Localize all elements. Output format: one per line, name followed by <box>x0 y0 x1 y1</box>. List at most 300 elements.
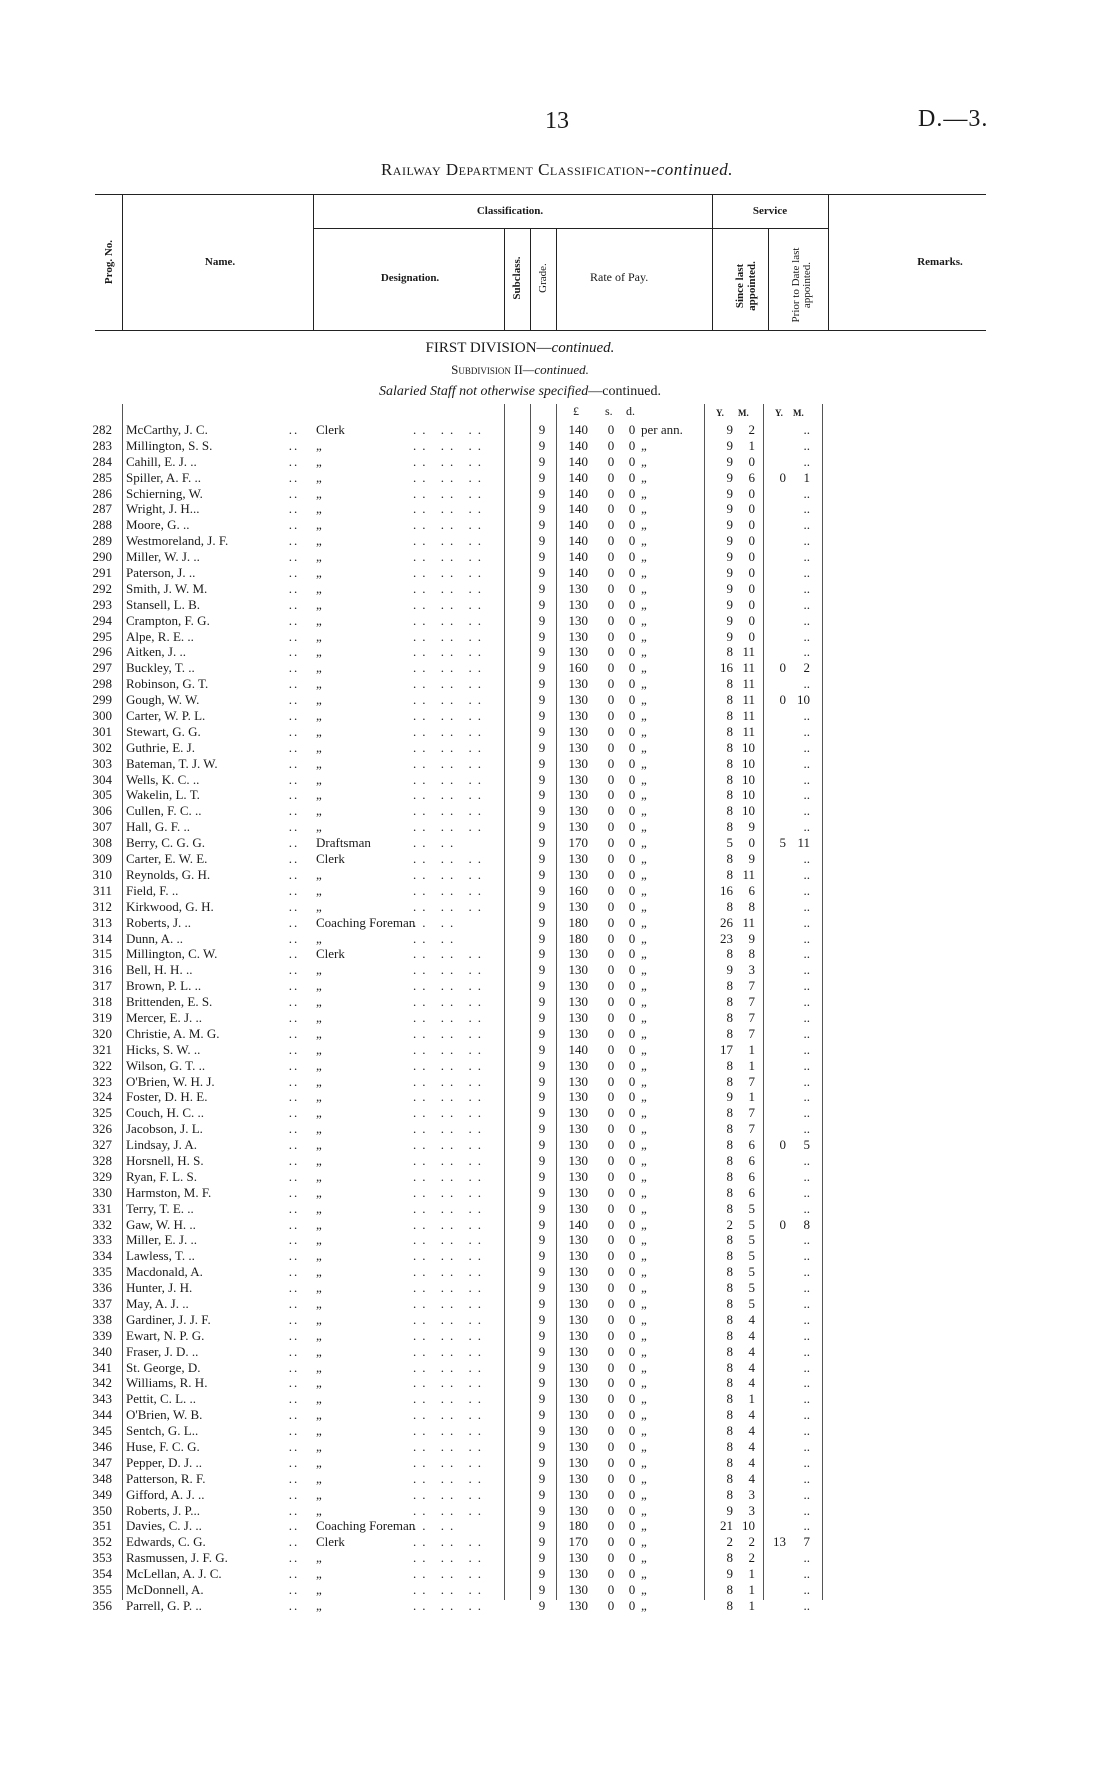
table-row <box>0 1566 1114 1582</box>
pay-pounds: 130 <box>568 1295 588 1311</box>
prior-years: 13 <box>773 1534 786 1550</box>
grade: 9 <box>538 1375 546 1391</box>
service-months: 10 <box>742 755 755 771</box>
pay-pence: 0 <box>628 692 636 708</box>
pay-period: „ <box>641 1534 647 1550</box>
pay-pence: 0 <box>628 676 636 692</box>
designation: „ <box>316 549 322 565</box>
leader-dots: .. .. .. <box>413 501 487 517</box>
page-number: 13 <box>545 108 569 134</box>
pay-pounds: 130 <box>568 1025 588 1041</box>
grade: 9 <box>538 1025 546 1041</box>
grade: 9 <box>538 930 546 946</box>
prior-months: .. <box>803 787 810 803</box>
designation: „ <box>316 708 322 724</box>
pay-shillings: 0 <box>607 1105 615 1121</box>
leader-dots: .. .. <box>413 930 460 946</box>
leader-dots: .. .. .. <box>413 676 487 692</box>
leader-dots: .. <box>288 1264 300 1280</box>
grade: 9 <box>538 1327 546 1343</box>
table-row <box>0 1169 1114 1185</box>
leader-dots: .. <box>288 1534 300 1550</box>
table-row <box>0 1328 1114 1344</box>
pay-pence: 0 <box>628 1200 636 1216</box>
service-years: 8 <box>726 1152 733 1168</box>
pay-pounds: 130 <box>568 1550 588 1566</box>
leader-dots: .. <box>288 501 300 517</box>
designation: „ <box>316 1327 322 1343</box>
service-years: 8 <box>726 1391 733 1407</box>
service-months: 0 <box>748 565 755 581</box>
prog-no: 294 <box>92 612 112 628</box>
pay-period: „ <box>641 866 647 882</box>
service-months: 0 <box>748 835 755 851</box>
prog-no: 295 <box>92 628 112 644</box>
pay-pence: 0 <box>628 1089 636 1105</box>
leader-dots: .. <box>288 1470 300 1486</box>
pound-unit: £ <box>573 404 579 418</box>
leader-dots: .. .. .. <box>413 1391 487 1407</box>
leader-dots: .. .. .. <box>413 1105 487 1121</box>
pay-shillings: 0 <box>607 866 615 882</box>
service-years: 8 <box>726 1597 733 1613</box>
pay-period: „ <box>641 1391 647 1407</box>
pay-period: „ <box>641 1216 647 1232</box>
grade: 9 <box>538 787 546 803</box>
pay-pounds: 130 <box>568 866 588 882</box>
pay-period: „ <box>641 1200 647 1216</box>
service-months: 6 <box>748 469 755 485</box>
table-row <box>0 787 1114 803</box>
leader-dots: .. <box>288 422 300 437</box>
designation: „ <box>316 1407 322 1423</box>
grade: 9 <box>538 1105 546 1121</box>
leader-dots: .. <box>288 962 300 978</box>
designation: „ <box>316 469 322 485</box>
table-row <box>0 1089 1114 1105</box>
pay-pounds: 180 <box>568 1518 588 1534</box>
grade: 9 <box>538 549 546 565</box>
prior-months: .. <box>803 1582 810 1598</box>
pay-period: „ <box>641 1486 647 1502</box>
prior-years: 0 <box>779 1137 786 1153</box>
service-years: 9 <box>726 469 733 485</box>
prog-no: 313 <box>92 914 112 930</box>
pay-period: „ <box>641 533 647 549</box>
employee-name: Ryan, F. L. S. <box>126 1168 198 1184</box>
service-months: 6 <box>748 1137 755 1153</box>
grade: 9 <box>538 1470 546 1486</box>
pay-pounds: 130 <box>568 1089 588 1105</box>
designation: „ <box>316 1597 322 1613</box>
table-row <box>0 851 1114 867</box>
staff-table-body <box>0 422 1114 1614</box>
pay-period: „ <box>641 1566 647 1582</box>
pay-shillings: 0 <box>607 1423 615 1439</box>
pay-period: „ <box>641 1152 647 1168</box>
service-years: 23 <box>720 930 733 946</box>
grade: 9 <box>538 1423 546 1439</box>
prior-months: .. <box>803 978 810 994</box>
service-years: 8 <box>726 771 733 787</box>
grade: 9 <box>538 723 546 739</box>
prior-months: .. <box>803 676 810 692</box>
pay-pence: 0 <box>628 1343 636 1359</box>
pay-period: „ <box>641 914 647 930</box>
pay-shillings: 0 <box>607 1327 615 1343</box>
pay-pounds: 130 <box>568 1311 588 1327</box>
prior-months: 1 <box>803 469 810 485</box>
service-years: 8 <box>726 692 733 708</box>
employee-name: Kirkwood, G. H. <box>126 898 214 914</box>
pay-pence: 0 <box>628 1232 636 1248</box>
designation: „ <box>316 1200 322 1216</box>
pay-period: „ <box>641 1407 647 1423</box>
pay-shillings: 0 <box>607 565 615 581</box>
service-months: 10 <box>742 803 755 819</box>
leader-dots: .. .. .. <box>413 1454 487 1470</box>
prior-months: .. <box>803 612 810 628</box>
pay-period: „ <box>641 946 647 962</box>
leader-dots: .. <box>288 1407 300 1423</box>
leader-dots: .. <box>288 755 300 771</box>
prior-months: .. <box>803 1502 810 1518</box>
table-row <box>0 501 1114 517</box>
employee-name: Alpe, R. E. .. <box>126 628 194 644</box>
designation: „ <box>316 485 322 501</box>
prior-months: .. <box>803 851 810 867</box>
table-row <box>0 1534 1114 1550</box>
prog-no: 346 <box>92 1439 112 1454</box>
leader-dots: .. <box>288 882 300 898</box>
service-years: 8 <box>726 1280 733 1296</box>
pay-period: „ <box>641 596 647 612</box>
table-row <box>0 819 1114 835</box>
pay-shillings: 0 <box>607 739 615 755</box>
table-row <box>0 1105 1114 1121</box>
employee-name: Dunn, A. .. <box>126 930 184 946</box>
pay-period: „ <box>641 1232 647 1248</box>
pay-pounds: 130 <box>568 1184 588 1200</box>
prior-months: .. <box>803 1295 810 1311</box>
prog-no: 326 <box>92 1121 112 1137</box>
prog-no: 335 <box>92 1264 112 1280</box>
pay-pounds: 130 <box>568 1121 588 1137</box>
employee-name: Schierning, W. <box>126 485 203 501</box>
grade: 9 <box>538 1216 546 1232</box>
service-months: 10 <box>742 1518 755 1534</box>
grade: 9 <box>538 1137 546 1153</box>
designation: Coaching Foreman <box>316 1518 416 1534</box>
leader-dots: .. .. .. <box>413 755 487 771</box>
pay-shillings: 0 <box>607 1009 615 1025</box>
pay-period: „ <box>641 1295 647 1311</box>
designation: „ <box>316 755 322 771</box>
table-row <box>0 676 1114 692</box>
service-months: 5 <box>748 1248 755 1264</box>
pay-shillings: 0 <box>607 644 615 660</box>
grade: 9 <box>538 596 546 612</box>
staff-group-name: Salaried Staff not otherwise specified <box>379 384 589 399</box>
service-years: 5 <box>726 835 733 851</box>
grade: 9 <box>538 1502 546 1518</box>
pay-pounds: 170 <box>568 1534 588 1550</box>
pay-pence: 0 <box>628 1311 636 1327</box>
pay-period: „ <box>641 1248 647 1264</box>
service-years: 9 <box>726 612 733 628</box>
leader-dots: .. <box>288 1454 300 1470</box>
leader-dots: .. .. .. <box>413 851 487 867</box>
employee-name: Wakelin, L. T. <box>126 787 200 803</box>
grade: 9 <box>538 978 546 994</box>
employee-name: Roberts, J. .. <box>126 914 191 930</box>
leader-dots: .. .. .. <box>413 946 487 962</box>
leader-dots: .. .. .. <box>413 644 487 660</box>
pay-pence: 0 <box>628 930 636 946</box>
pay-shillings: 0 <box>607 914 615 930</box>
service-years: 8 <box>726 803 733 819</box>
service-years: 21 <box>720 1518 733 1534</box>
grade: 9 <box>538 946 546 962</box>
leader-dots: .. .. .. <box>413 1089 487 1105</box>
pay-pounds: 130 <box>568 1073 588 1089</box>
pay-shillings: 0 <box>607 1295 615 1311</box>
service-months: 1 <box>748 437 755 453</box>
prog-no: 325 <box>92 1105 112 1121</box>
service-years: 9 <box>726 517 733 533</box>
pay-shillings: 0 <box>607 501 615 517</box>
subdivision-continued: —continued. <box>522 362 589 377</box>
pay-pounds: 130 <box>568 644 588 660</box>
employee-name: Wright, J. H... <box>126 501 200 517</box>
pay-shillings: 0 <box>607 946 615 962</box>
pay-shillings: 0 <box>607 962 615 978</box>
pay-pounds: 130 <box>568 1375 588 1391</box>
division-heading <box>120 340 920 357</box>
prog-no: 343 <box>92 1391 112 1407</box>
pay-period: „ <box>641 453 647 469</box>
employee-name: Jacobson, J. L. <box>126 1121 203 1137</box>
prior-months: .. <box>803 1359 810 1375</box>
table-row <box>0 1074 1114 1090</box>
grade: 9 <box>538 771 546 787</box>
service-years: 8 <box>726 1423 733 1439</box>
service-years: 2 <box>726 1534 733 1550</box>
table-row <box>0 803 1114 819</box>
employee-name: Bateman, T. J. W. <box>126 755 218 771</box>
prior-years: 0 <box>779 1216 786 1232</box>
prior-months: .. <box>803 533 810 549</box>
page-title: Railway Department Classification--continued. <box>380 160 734 179</box>
grade: 9 <box>538 1248 546 1264</box>
document-reference: D.—3. <box>918 106 989 132</box>
prior-months: .. <box>803 771 810 787</box>
service-years: 8 <box>726 898 733 914</box>
employee-name: Cullen, F. C. .. <box>126 803 202 819</box>
service-months: 0 <box>748 549 755 565</box>
designation: „ <box>316 930 322 946</box>
prior-years: 0 <box>779 660 786 676</box>
employee-name: Reynolds, G. H. <box>126 866 211 882</box>
employee-name: Davies, C. J. .. <box>126 1518 202 1534</box>
service-years: 8 <box>726 1439 733 1454</box>
employee-name: Couch, H. C. .. <box>126 1105 204 1121</box>
pay-pounds: 160 <box>568 882 588 898</box>
header-since-last-appointed: Since last appointed. <box>734 261 758 311</box>
pay-pounds: 130 <box>568 1486 588 1502</box>
prog-no: 354 <box>92 1566 112 1582</box>
pay-pence: 0 <box>628 708 636 724</box>
pay-period: „ <box>641 1311 647 1327</box>
pay-shillings: 0 <box>607 1311 615 1327</box>
prior-months: .. <box>803 1168 810 1184</box>
designation: „ <box>316 723 322 739</box>
pay-pounds: 130 <box>568 739 588 755</box>
designation: „ <box>316 692 322 708</box>
designation: „ <box>316 453 322 469</box>
leader-dots: .. .. .. <box>413 1343 487 1359</box>
grade: 9 <box>538 1439 546 1454</box>
employee-name: O'Brien, W. H. J. <box>126 1073 215 1089</box>
grade: 9 <box>538 1089 546 1105</box>
prog-no: 290 <box>92 549 112 565</box>
table-row <box>0 1598 1114 1614</box>
leader-dots: .. .. .. <box>413 1009 487 1025</box>
staff-group-heading <box>120 384 920 400</box>
service-months: 2 <box>748 422 755 437</box>
employee-name: St. George, D. <box>126 1359 201 1375</box>
pay-pounds: 130 <box>568 1343 588 1359</box>
table-row <box>0 1296 1114 1312</box>
pay-pounds: 130 <box>568 1200 588 1216</box>
page-title-suffix: continued. <box>656 160 734 179</box>
leader-dots: .. <box>288 851 300 867</box>
pay-period: „ <box>641 565 647 581</box>
pay-shillings: 0 <box>607 517 615 533</box>
prior-months: .. <box>803 946 810 962</box>
leader-dots: .. <box>288 692 300 708</box>
designation: „ <box>316 1502 322 1518</box>
service-months: 7 <box>748 1025 755 1041</box>
pay-pounds: 180 <box>568 914 588 930</box>
prior-months: .. <box>803 1264 810 1280</box>
pay-period: „ <box>641 851 647 867</box>
service-months: 0 <box>748 517 755 533</box>
pay-pounds: 180 <box>568 930 588 946</box>
employee-name: Stansell, L. B. <box>126 596 201 612</box>
prior-months: .. <box>803 1105 810 1121</box>
grade: 9 <box>538 644 546 660</box>
grade: 9 <box>538 1152 546 1168</box>
pay-pounds: 130 <box>568 708 588 724</box>
prog-no: 301 <box>92 723 112 739</box>
prog-no: 307 <box>92 819 112 835</box>
pay-pence: 0 <box>628 453 636 469</box>
leader-dots: .. <box>288 787 300 803</box>
designation: „ <box>316 1152 322 1168</box>
pay-period: „ <box>641 1343 647 1359</box>
pay-shillings: 0 <box>607 1582 615 1598</box>
leader-dots: .. .. .. <box>413 803 487 819</box>
service-months: 10 <box>742 771 755 787</box>
pay-shillings: 0 <box>607 1025 615 1041</box>
service-years: 8 <box>726 1407 733 1423</box>
leader-dots: .. <box>288 469 300 485</box>
prog-no: 296 <box>92 644 112 660</box>
service-years: 9 <box>726 596 733 612</box>
pay-shillings: 0 <box>607 1264 615 1280</box>
leader-dots: .. .. .. <box>413 866 487 882</box>
employee-name: May, A. J. .. <box>126 1295 189 1311</box>
pay-pounds: 130 <box>568 1502 588 1518</box>
leader-dots: .. .. .. <box>413 978 487 994</box>
pay-shillings: 0 <box>607 978 615 994</box>
prior-months: .. <box>803 1439 810 1454</box>
pay-pence: 0 <box>628 1280 636 1296</box>
col-divider <box>828 194 829 330</box>
prog-no: 327 <box>92 1137 112 1153</box>
service-years: 8 <box>726 946 733 962</box>
designation: Draftsman <box>316 835 371 851</box>
leader-dots: .. .. .. <box>413 422 487 437</box>
pay-pence: 0 <box>628 1534 636 1550</box>
employee-name: Ewart, N. P. G. <box>126 1327 205 1343</box>
prog-no: 316 <box>92 962 112 978</box>
leader-dots: .. .. .. <box>413 596 487 612</box>
leader-dots: .. .. .. <box>413 1152 487 1168</box>
pay-pence: 0 <box>628 1168 636 1184</box>
pay-pounds: 140 <box>568 533 588 549</box>
pay-shillings: 0 <box>607 1137 615 1153</box>
grade: 9 <box>538 1582 546 1598</box>
table-row <box>0 1503 1114 1519</box>
employee-name: Stewart, G. G. <box>126 723 201 739</box>
prog-no: 308 <box>92 835 112 851</box>
prior-months: .. <box>803 1550 810 1566</box>
pay-shillings: 0 <box>607 549 615 565</box>
prior-months: .. <box>803 1518 810 1534</box>
table-row <box>0 1185 1114 1201</box>
pay-shillings: 0 <box>607 1152 615 1168</box>
designation: „ <box>316 612 322 628</box>
prior-months: .. <box>803 1391 810 1407</box>
service-months: 4 <box>748 1311 755 1327</box>
designation: „ <box>316 660 322 676</box>
designation: „ <box>316 1295 322 1311</box>
pay-pounds: 160 <box>568 660 588 676</box>
pay-shillings: 0 <box>607 1454 615 1470</box>
grade: 9 <box>538 1454 546 1470</box>
pay-pounds: 140 <box>568 453 588 469</box>
table-row <box>0 1344 1114 1360</box>
employee-name: Horsnell, H. S. <box>126 1152 204 1168</box>
pay-pounds: 130 <box>568 1566 588 1582</box>
table-row <box>0 1360 1114 1376</box>
subdivision-name: Subdivision II <box>451 362 523 377</box>
pay-period: „ <box>641 628 647 644</box>
employee-name: Christie, A. M. G. <box>126 1025 220 1041</box>
table-row <box>0 899 1114 915</box>
leader-dots: .. .. .. <box>413 1200 487 1216</box>
table-row <box>0 1407 1114 1423</box>
pay-pounds: 130 <box>568 1248 588 1264</box>
employee-name: Carter, E. W. E. <box>126 851 208 867</box>
prog-no: 291 <box>92 565 112 581</box>
pay-pounds: 130 <box>568 1597 588 1613</box>
prog-no: 319 <box>92 1009 112 1025</box>
service-months: 4 <box>748 1470 755 1486</box>
service-months: 11 <box>742 708 755 724</box>
